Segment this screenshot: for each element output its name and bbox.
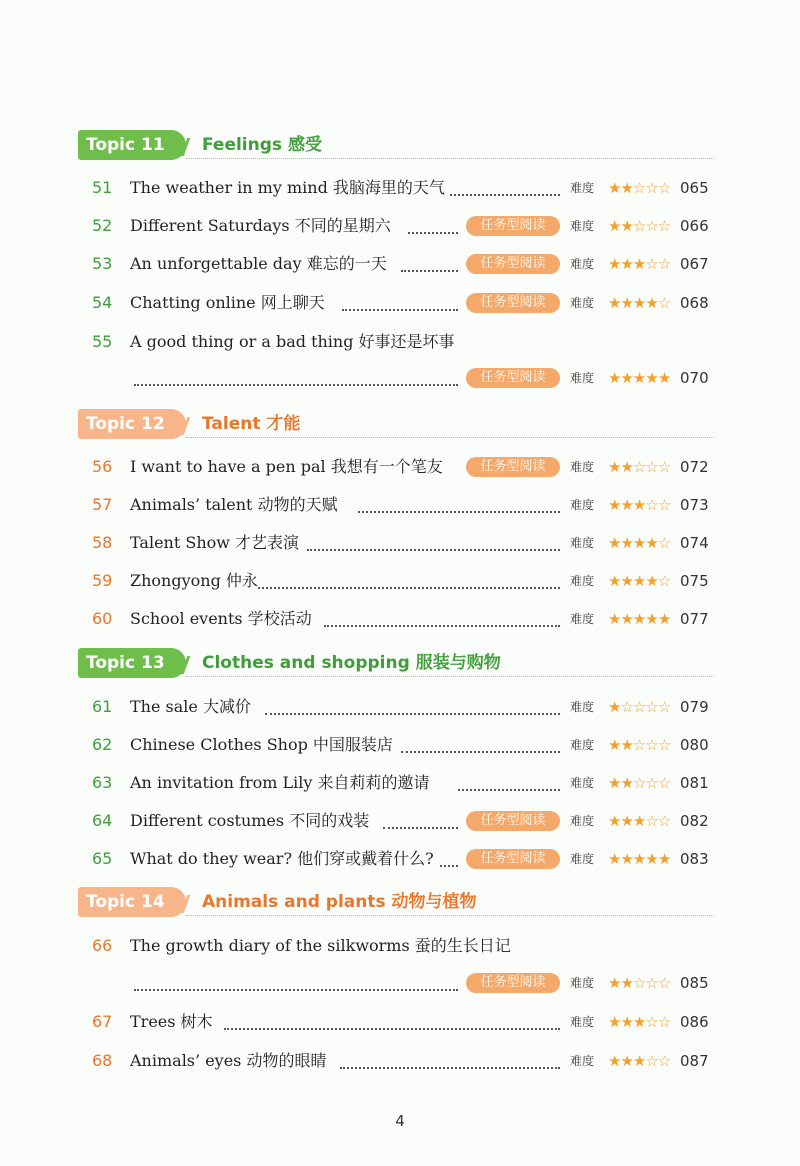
difficulty-label: 难度 [570, 536, 595, 550]
star-empty-icon: ☆ [632, 736, 646, 754]
dot-leader [458, 769, 560, 791]
toc-entry[interactable] [92, 1008, 712, 1036]
difficulty-label: 难度 [570, 296, 595, 310]
difficulty-stars [608, 693, 670, 721]
difficulty-stars [608, 567, 670, 595]
entry-page: 074 [680, 534, 709, 552]
star-filled-icon: ★ [620, 572, 633, 590]
star-empty-icon: ☆ [657, 974, 671, 992]
page-number: 4 [395, 1112, 405, 1130]
entry-number: 52 [92, 216, 113, 235]
topic-title: Talent 才能 [202, 414, 301, 434]
dot-leader [134, 364, 458, 386]
star-filled-icon: ★ [608, 1013, 621, 1031]
difficulty-label: 难度 [570, 612, 595, 626]
topic-header [78, 130, 714, 164]
difficulty-stars [608, 212, 670, 240]
star-filled-icon: ★ [620, 369, 633, 387]
entry-title: Chinese Clothes Shop 中国服装店 [130, 735, 393, 754]
entry-number: 51 [92, 178, 113, 197]
task-reading-badge: 任务型阅读 [466, 216, 560, 236]
star-filled-icon: ★ [620, 534, 633, 552]
star-empty-icon: ☆ [657, 572, 671, 590]
star-empty-icon: ☆ [657, 534, 671, 552]
topic-label: Topic 14 [78, 887, 186, 917]
topic-rule [186, 158, 714, 159]
entry-title: Trees 树木 [130, 1012, 213, 1031]
entry-page: 079 [680, 698, 709, 716]
entry-title: An invitation from Lily 来自莉莉的邀请 [130, 773, 430, 792]
star-filled-icon: ★ [620, 1013, 633, 1031]
star-filled-icon: ★ [608, 572, 621, 590]
entry-title: A good thing or a bad thing 好事还是坏事 [130, 332, 455, 351]
toc-entry[interactable] [92, 567, 712, 595]
difficulty-stars [608, 731, 670, 759]
star-filled-icon: ★ [632, 369, 646, 387]
topic-label: Topic 11 [78, 130, 186, 160]
difficulty-stars [608, 289, 670, 317]
dot-leader [258, 567, 560, 589]
star-filled-icon: ★ [620, 774, 633, 792]
dot-leader [224, 1008, 560, 1030]
star-filled-icon: ★ [632, 812, 646, 830]
star-filled-icon: ★ [620, 255, 633, 273]
star-empty-icon: ☆ [657, 179, 671, 197]
difficulty-label: 难度 [570, 1015, 595, 1029]
star-empty-icon: ☆ [657, 217, 671, 235]
topic-rule [186, 915, 714, 916]
star-filled-icon: ★ [632, 850, 646, 868]
star-filled-icon: ★ [632, 294, 646, 312]
difficulty-stars [608, 769, 670, 797]
star-empty-icon: ☆ [657, 774, 671, 792]
star-empty-icon: ☆ [632, 179, 646, 197]
toc-entry[interactable] [92, 250, 712, 278]
task-reading-badge: 任务型阅读 [466, 293, 560, 313]
topic-label: Topic 13 [78, 648, 186, 678]
star-filled-icon: ★ [620, 736, 633, 754]
topic-header [78, 409, 714, 443]
difficulty-label: 难度 [570, 976, 595, 990]
star-empty-icon: ☆ [657, 736, 671, 754]
star-filled-icon: ★ [632, 572, 646, 590]
entry-title: Animals’ talent 动物的天赋 [130, 495, 338, 514]
entry-title: Zhongyong 仲永 [130, 571, 258, 590]
star-filled-icon: ★ [632, 496, 646, 514]
entry-page: 083 [680, 850, 709, 868]
star-filled-icon: ★ [632, 1013, 646, 1031]
star-empty-icon: ☆ [645, 1013, 658, 1031]
star-filled-icon: ★ [657, 369, 671, 387]
topic-rule [186, 676, 714, 677]
entry-title: Talent Show 才艺表演 [130, 533, 300, 552]
star-filled-icon: ★ [620, 850, 633, 868]
star-empty-icon: ☆ [645, 217, 658, 235]
entry-number: 59 [92, 571, 113, 590]
difficulty-stars [608, 453, 670, 481]
dot-leader [383, 807, 458, 829]
difficulty-label: 难度 [570, 181, 595, 195]
star-filled-icon: ★ [620, 179, 633, 197]
entry-page: 087 [680, 1052, 709, 1070]
entry-number: 61 [92, 697, 113, 716]
star-filled-icon: ★ [620, 1052, 633, 1070]
entry-number: 68 [92, 1051, 113, 1070]
entry-title: I want to have a pen pal 我想有一个笔友 [130, 457, 443, 476]
dot-leader [265, 693, 560, 715]
difficulty-label: 难度 [570, 371, 595, 385]
star-empty-icon: ☆ [645, 812, 658, 830]
entry-page: 067 [680, 255, 709, 273]
entry-title: Chatting online 网上聊天 [130, 293, 325, 312]
star-filled-icon: ★ [608, 369, 621, 387]
star-filled-icon: ★ [608, 217, 621, 235]
dot-leader [401, 731, 560, 753]
entry-number: 63 [92, 773, 113, 792]
star-filled-icon: ★ [632, 255, 646, 273]
star-empty-icon: ☆ [645, 974, 658, 992]
star-empty-icon: ☆ [645, 1052, 658, 1070]
difficulty-label: 难度 [570, 700, 595, 714]
difficulty-stars [608, 845, 670, 873]
star-empty-icon: ☆ [645, 496, 658, 514]
toc-entry[interactable] [92, 807, 712, 835]
star-filled-icon: ★ [645, 610, 658, 628]
entry-number: 53 [92, 254, 113, 273]
entry-number: 54 [92, 293, 113, 312]
star-empty-icon: ☆ [657, 458, 671, 476]
difficulty-stars [608, 1008, 670, 1036]
star-filled-icon: ★ [608, 774, 621, 792]
entry-page: 070 [680, 369, 709, 387]
entry-number: 66 [92, 936, 113, 955]
star-filled-icon: ★ [608, 974, 621, 992]
entry-number: 57 [92, 495, 113, 514]
star-filled-icon: ★ [608, 698, 621, 716]
toc-entry[interactable] [92, 212, 712, 240]
entry-page: 077 [680, 610, 709, 628]
entry-title: Different Saturdays 不同的星期六 [130, 216, 391, 235]
task-reading-badge: 任务型阅读 [466, 849, 560, 869]
toc-entry[interactable] [92, 1047, 712, 1075]
star-filled-icon: ★ [632, 1052, 646, 1070]
star-filled-icon: ★ [608, 179, 621, 197]
star-filled-icon: ★ [645, 850, 658, 868]
dot-leader [401, 250, 458, 272]
difficulty-label: 难度 [570, 498, 595, 512]
topic-title: Animals and plants 动物与植物 [202, 892, 477, 912]
difficulty-label: 难度 [570, 574, 595, 588]
star-empty-icon: ☆ [657, 812, 671, 830]
difficulty-label: 难度 [570, 257, 595, 271]
star-filled-icon: ★ [608, 534, 621, 552]
star-empty-icon: ☆ [657, 698, 671, 716]
star-empty-icon: ☆ [657, 496, 671, 514]
task-reading-badge: 任务型阅读 [466, 973, 560, 993]
star-filled-icon: ★ [608, 736, 621, 754]
star-filled-icon: ★ [608, 610, 621, 628]
star-empty-icon: ☆ [645, 698, 658, 716]
dot-leader [340, 1047, 560, 1069]
entry-page: 081 [680, 774, 709, 792]
star-filled-icon: ★ [620, 458, 633, 476]
entry-page: 065 [680, 179, 709, 197]
difficulty-label: 难度 [570, 460, 595, 474]
star-filled-icon: ★ [620, 294, 633, 312]
dot-leader [134, 969, 458, 991]
star-filled-icon: ★ [645, 294, 658, 312]
dot-leader [358, 491, 560, 513]
entry-title: Animals’ eyes 动物的眼睛 [130, 1051, 327, 1070]
dot-leader [440, 845, 458, 867]
star-filled-icon: ★ [620, 974, 633, 992]
entry-title: An unforgettable day 难忘的一天 [130, 254, 387, 273]
difficulty-stars [608, 491, 670, 519]
entry-number: 67 [92, 1012, 113, 1031]
star-empty-icon: ☆ [632, 458, 646, 476]
star-empty-icon: ☆ [657, 1052, 671, 1070]
star-empty-icon: ☆ [645, 179, 658, 197]
toc-entry[interactable] [92, 529, 712, 557]
difficulty-label: 难度 [570, 219, 595, 233]
star-empty-icon: ☆ [632, 974, 646, 992]
entry-number: 58 [92, 533, 113, 552]
entry-number: 60 [92, 609, 113, 628]
topic-header [78, 887, 714, 921]
entry-title: The weather in my mind 我脑海里的天气 [130, 178, 445, 197]
difficulty-stars [608, 174, 670, 202]
entry-number: 55 [92, 332, 113, 351]
entry-number: 64 [92, 811, 113, 830]
entry-page: 072 [680, 458, 709, 476]
dot-leader [408, 212, 458, 234]
star-empty-icon: ☆ [657, 1013, 671, 1031]
star-empty-icon: ☆ [632, 217, 646, 235]
topic-rule [186, 437, 714, 438]
difficulty-label: 难度 [570, 814, 595, 828]
dot-leader [450, 174, 560, 196]
dot-leader [324, 605, 560, 627]
entry-title: The growth diary of the silkworms 蚕的生长日记 [130, 936, 511, 955]
toc-entry[interactable] [92, 491, 712, 519]
toc-entry[interactable] [92, 932, 712, 960]
entry-page: 086 [680, 1013, 709, 1031]
task-reading-badge: 任务型阅读 [466, 457, 560, 477]
star-filled-icon: ★ [620, 610, 633, 628]
toc-entry[interactable] [92, 769, 712, 797]
star-filled-icon: ★ [645, 369, 658, 387]
difficulty-stars [608, 1047, 670, 1075]
star-filled-icon: ★ [620, 217, 633, 235]
star-filled-icon: ★ [608, 496, 621, 514]
difficulty-label: 难度 [570, 738, 595, 752]
difficulty-label: 难度 [570, 776, 595, 790]
star-empty-icon: ☆ [657, 294, 671, 312]
star-filled-icon: ★ [645, 534, 658, 552]
difficulty-stars [608, 529, 670, 557]
task-reading-badge: 任务型阅读 [466, 368, 560, 388]
toc-entry[interactable] [92, 605, 712, 633]
star-empty-icon: ☆ [632, 698, 646, 716]
toc-entry[interactable] [92, 693, 712, 721]
dot-leader [342, 289, 458, 311]
toc-entry[interactable] [92, 328, 712, 356]
entry-title: The sale 大减价 [130, 697, 251, 716]
difficulty-stars [608, 969, 670, 997]
star-filled-icon: ★ [620, 496, 633, 514]
star-empty-icon: ☆ [632, 774, 646, 792]
star-filled-icon: ★ [608, 812, 621, 830]
entry-number: 56 [92, 457, 113, 476]
star-filled-icon: ★ [608, 458, 621, 476]
star-empty-icon: ☆ [657, 255, 671, 273]
star-empty-icon: ☆ [645, 774, 658, 792]
star-filled-icon: ★ [620, 812, 633, 830]
star-filled-icon: ★ [632, 534, 646, 552]
toc-entry[interactable] [92, 845, 712, 873]
star-empty-icon: ☆ [645, 736, 658, 754]
entry-page: 068 [680, 294, 709, 312]
star-filled-icon: ★ [608, 255, 621, 273]
difficulty-stars [608, 250, 670, 278]
star-filled-icon: ★ [608, 294, 621, 312]
topic-title: Clothes and shopping 服装与购物 [202, 653, 501, 673]
difficulty-stars [608, 807, 670, 835]
topic-header [78, 648, 714, 682]
entry-page: 082 [680, 812, 709, 830]
difficulty-label: 难度 [570, 852, 595, 866]
task-reading-badge: 任务型阅读 [466, 254, 560, 274]
toc-entry[interactable] [92, 731, 712, 759]
star-empty-icon: ☆ [645, 255, 658, 273]
star-filled-icon: ★ [608, 1052, 621, 1070]
toc-entry[interactable] [92, 453, 712, 481]
star-empty-icon: ☆ [620, 698, 633, 716]
entry-number: 65 [92, 849, 113, 868]
star-filled-icon: ★ [657, 610, 671, 628]
entry-number: 62 [92, 735, 113, 754]
entry-title: School events 学校活动 [130, 609, 312, 628]
toc-entry[interactable] [92, 174, 712, 202]
star-filled-icon: ★ [657, 850, 671, 868]
topic-title: Feelings 感受 [202, 135, 322, 155]
star-filled-icon: ★ [608, 850, 621, 868]
toc-entry-continuation[interactable] [92, 969, 712, 997]
entry-title: What do they wear? 他们穿或戴着什么? [130, 849, 434, 868]
entry-page: 080 [680, 736, 709, 754]
star-filled-icon: ★ [632, 610, 646, 628]
entry-title: Different costumes 不同的戏装 [130, 811, 370, 830]
entry-page: 073 [680, 496, 709, 514]
star-empty-icon: ☆ [645, 458, 658, 476]
star-filled-icon: ★ [645, 572, 658, 590]
difficulty-stars [608, 605, 670, 633]
difficulty-stars [608, 364, 670, 392]
toc-entry[interactable] [92, 289, 712, 317]
topic-label: Topic 12 [78, 409, 186, 439]
dot-leader [307, 529, 560, 551]
task-reading-badge: 任务型阅读 [466, 811, 560, 831]
difficulty-label: 难度 [570, 1054, 595, 1068]
toc-entry-continuation[interactable] [92, 364, 712, 392]
entry-page: 066 [680, 217, 709, 235]
entry-page: 085 [680, 974, 709, 992]
entry-page: 075 [680, 572, 709, 590]
